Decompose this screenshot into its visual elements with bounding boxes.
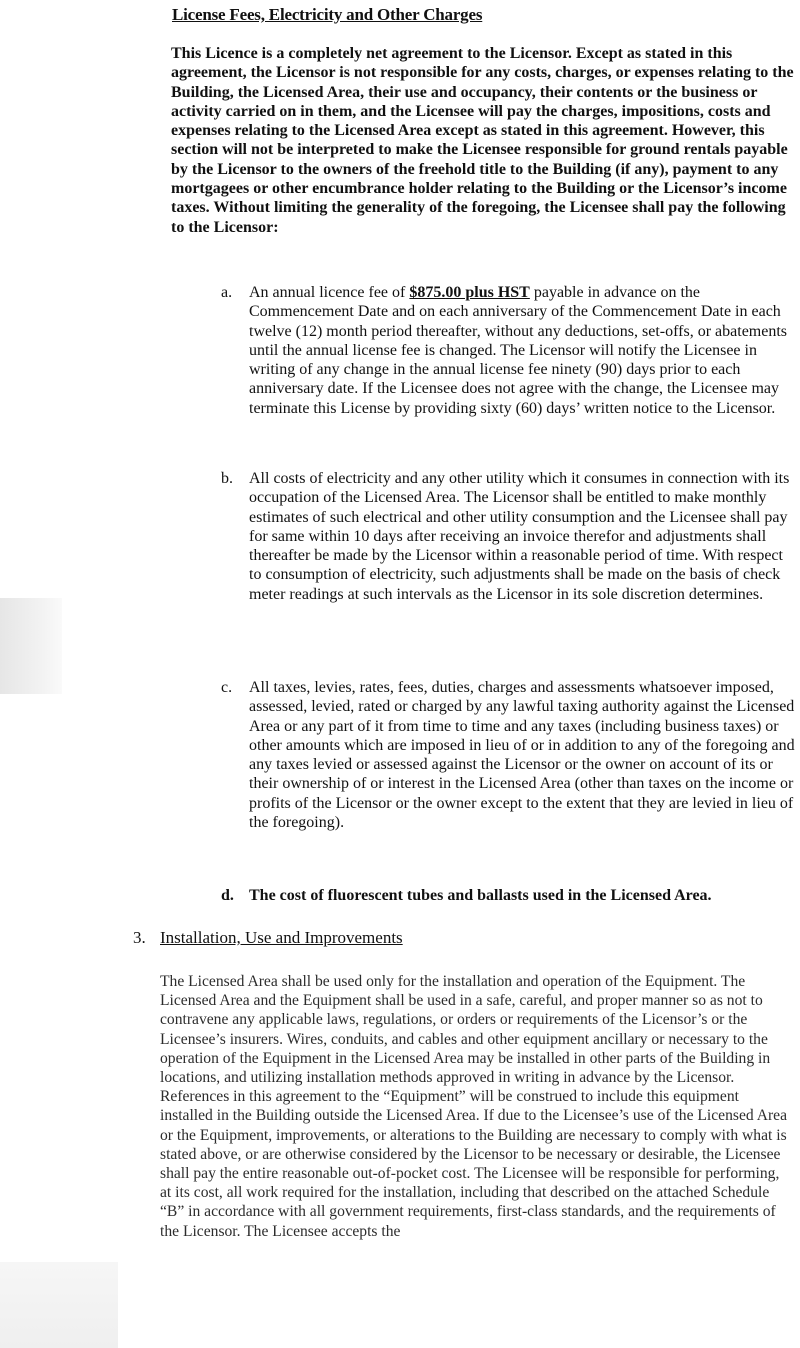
list-item-text: The cost of fluorescent tubes and ballasts used in the Licensed Area.: [249, 887, 712, 904]
list-item: [221, 469, 800, 659]
scan-shadow-left: [0, 598, 62, 694]
list-item: [221, 678, 800, 853]
list-item-text: [249, 283, 797, 418]
list-item-letter: b.: [221, 470, 233, 487]
list-item-letter: d.: [221, 887, 234, 904]
list-item-text: All taxes, levies, rates, fees, duties, charges and assessments whatsoever imposed, assessed, levied, rated or charged by any lawful taxing authority against the Licensed Area or any part of it from time to time and any taxes (including business taxes) or other amounts which are imposed in lieu of or in addition to any of the foregoing and any taxes levied or assessed against the Licensor or the owner on account of its or their ownership of or interest in the Licensed Area (other than taxes on the income or profits of the Licensor or the owner except to the extent that they are levied in lieu of the foregoing).: [249, 679, 795, 832]
list-item: [221, 886, 800, 908]
fees-intro-paragraph: This Licence is a completely net agreement to the Licensor. Except as stated in this agreement, the Licensor is not responsible for any costs, charges, or expenses relating to the Building, the Licensed Area, their use and occupancy, their contents or the business or activity carried on in them, and the Licensee will pay the charges, impositions, costs and expenses relating to the Licensed Area except as stated in this agreement. However, this section will not be interpreted to make the Licensee responsible for ground rentals payable by the Licensor to the owners of the freehold title to the Building (if any), payment to any mortgagees or other encumbrance holder relating to the Building or the Licensor’s income taxes. Without limiting the generality of the foregoing, the Licensee shall pay the following to the Licensor:: [171, 45, 794, 236]
installation-paragraph: The Licensed Area shall be used only for the installation and operation of the Equipment. The Licensed Area and the Equipment shall be used in a safe, careful, and proper manner so as not to contravene any applicable laws, regulations, or orders or requirements of the Licensor’s or the Licensee’s insurers. Wires, conduits, and cables and other equipment ancillary or necessary to the operation of the Equipment in the Licensed Area may be installed in other parts of the Building in locations, and utilizing installation methods approved in writing in advance by the Licensor. References in this agreement to the “Equipment” will be construed to include this equipment installed in the Building outside the Licensed Area. If due to the Licensee’s use of the Licensed Area or the Equipment, improvements, or alterations to the Building are necessary to comply with what is stated above, or are otherwise considered by the Licensor to be necessary or desirable, the Licensee shall pay the entire reasonable out-of-pocket cost. The Licensee will be responsible for performing, at its cost, all work required for the installation, including that described on the attached Schedule “B” in accordance with all government requirements, first-class standards, and the requirements of the Licensor. The Licensee accepts the: [160, 973, 788, 1240]
section-heading-installation: Installation, Use and Improvements: [160, 928, 403, 947]
fee-text-before: An annual licence fee of: [249, 284, 410, 301]
list-item-letter: c.: [221, 679, 233, 696]
scan-shadow-bottom: [0, 1262, 118, 1348]
section-heading-fees: License Fees, Electricity and Other Charges: [172, 5, 483, 24]
list-item-letter: a.: [221, 284, 233, 301]
list-item-text: All costs of electricity and any other utility which it consumes in connection with its occupation of the Licensed Area. The Licensor shall be entitled to make monthly estimates of such electrical and other utility consumption and the Licensee shall pay for same within 10 days after receiving an invoice therefor and adjustments shall thereafter be made by the Licensor within a reasonable period of time. With respect to consumption of electricity, such adjustments shall be made on the basis of check meter readings at such intervals as the Licensor in its sole discretion determines.: [249, 470, 790, 603]
annual-fee-amount: $875.00 plus HST: [409, 284, 530, 301]
list-item: [221, 283, 800, 453]
fee-text-after: payable in advance on the Commencement Date and on each anniversary of the Commencement Date in each twelve (12) month period thereafter, without any deductions, set-offs, or abatements until the annual license fee is changed. The Licensor will notify the Licensee in writing of any change in the annual license fee ninety (90) days prior to each anniversary date. If the Licensee does not agree with the change, the Licensee may terminate this License by providing sixty (60) days’ written notice to the Licensor.: [249, 284, 788, 417]
section-number: 3.: [133, 928, 146, 947]
